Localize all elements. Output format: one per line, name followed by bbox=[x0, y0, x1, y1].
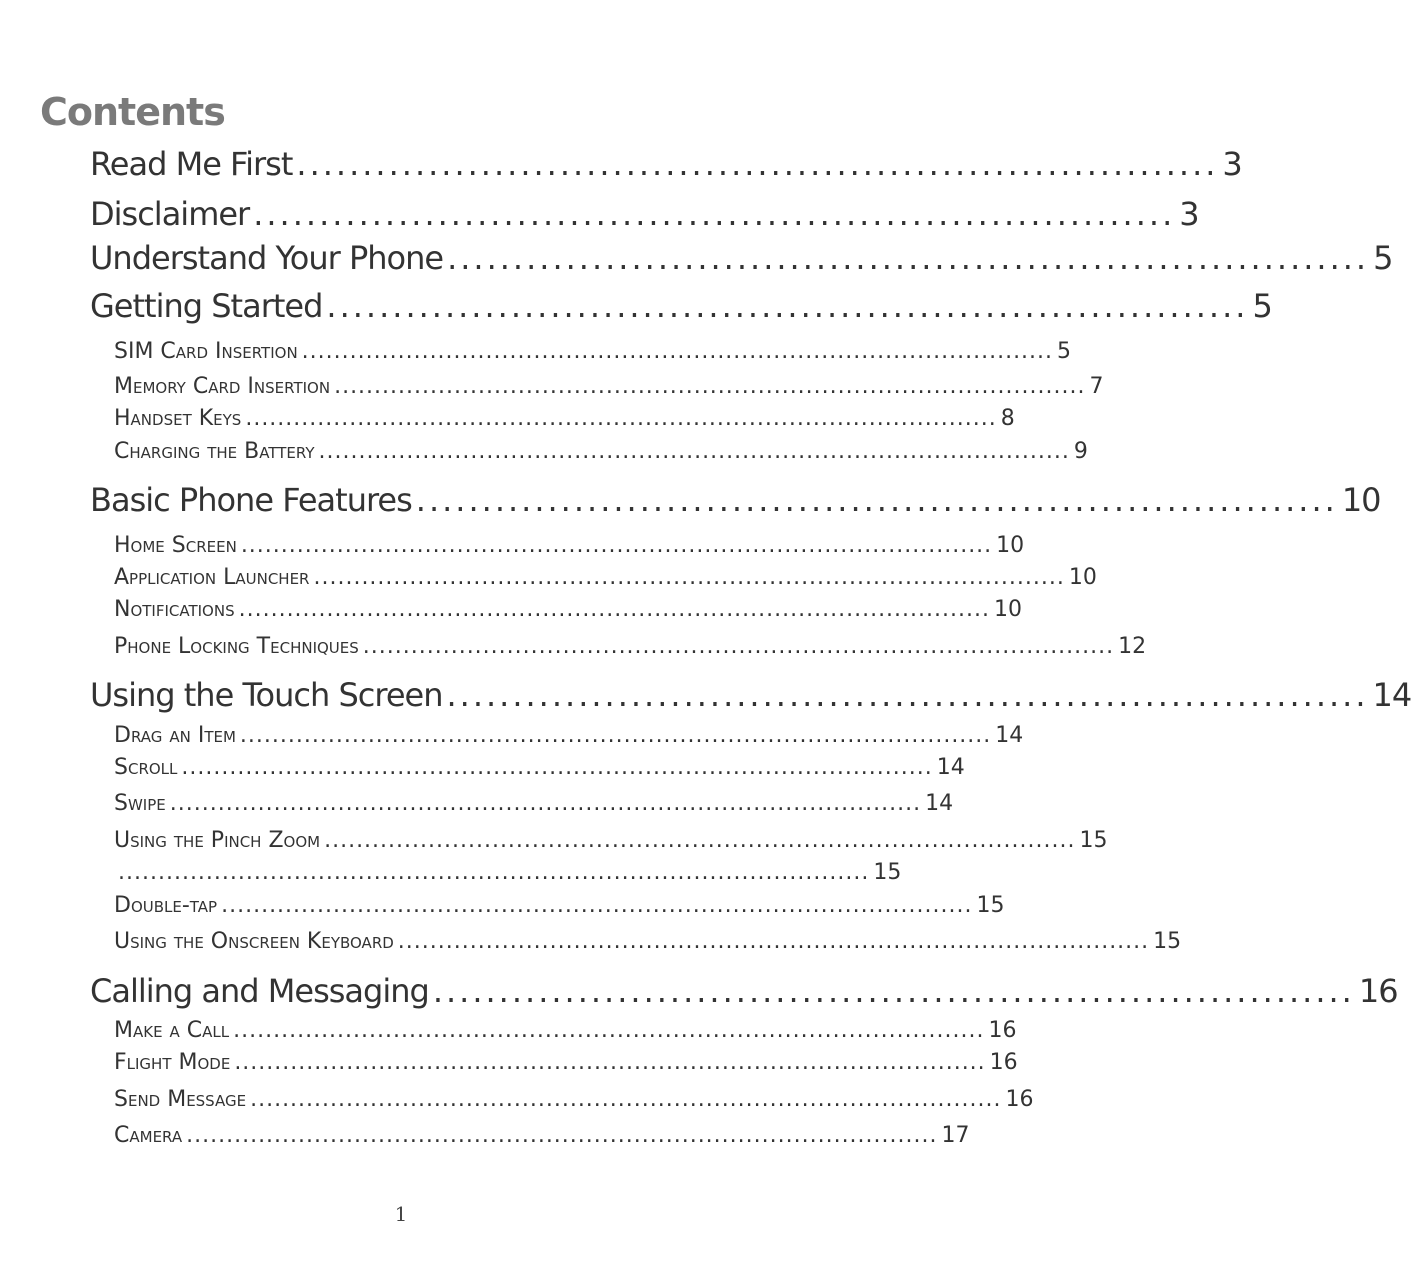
toc-entry-page: 15 bbox=[1079, 828, 1108, 853]
toc-entry-label: Using the Onscreen Keyboard bbox=[114, 929, 394, 954]
dot-leader: .............................................................................................. bbox=[234, 1050, 986, 1075]
toc-entry-page: 16 bbox=[989, 1050, 1018, 1075]
toc-entry-label: Charging the Battery bbox=[114, 439, 315, 464]
toc-entry-page: 16 bbox=[1005, 1087, 1034, 1112]
toc-entry-page: 10 bbox=[1341, 481, 1381, 519]
toc-entry-label: Read Me First bbox=[90, 145, 293, 183]
toc-entry-sim-card-insertion[interactable] bbox=[114, 339, 1072, 364]
dot-leader: .............................................................................................. bbox=[362, 634, 1115, 659]
toc-entry-label: Make a Call bbox=[114, 1018, 230, 1043]
toc-entry-label: Double-tap bbox=[114, 893, 218, 918]
dot-leader: .............................................................................................. bbox=[118, 860, 870, 885]
dot-leader: .............................................................................................. bbox=[239, 723, 992, 748]
dot-leader: .............................................................................................. bbox=[245, 406, 997, 431]
toc-entry-camera[interactable] bbox=[114, 1123, 970, 1148]
toc-entry-label: Basic Phone Features bbox=[90, 481, 412, 519]
toc-entry-page: 15 bbox=[1153, 929, 1182, 954]
toc-entry-label: Handset Keys bbox=[114, 406, 242, 431]
dot-leader: ...................................................................... bbox=[296, 145, 1219, 183]
toc-entry-disclaimer[interactable] bbox=[90, 195, 1199, 233]
toc-entry-scroll[interactable] bbox=[114, 755, 965, 780]
toc-entry-page: 8 bbox=[1000, 406, 1015, 431]
toc-entry-page: 3 bbox=[1179, 195, 1199, 233]
toc-entry-handset-keys[interactable] bbox=[114, 406, 1015, 431]
toc-entry-page: 16 bbox=[1358, 972, 1398, 1010]
toc-entry-label: Drag an Item bbox=[114, 723, 236, 748]
toc-entry-page: 14 bbox=[1372, 676, 1411, 714]
toc-entry-label: Using the Pinch Zoom bbox=[114, 828, 321, 853]
toc-entry-label: Using the Touch Screen bbox=[90, 676, 443, 714]
toc-entry-label: Scroll bbox=[114, 755, 178, 780]
toc-entry-using-the-onscreen-keyboard[interactable] bbox=[114, 929, 1182, 954]
toc-entry-swipe[interactable] bbox=[114, 791, 954, 816]
toc-entry-label: Disclaimer bbox=[90, 195, 250, 233]
dot-leader: ...................................................................... bbox=[326, 287, 1249, 325]
toc-entry-label: Home Screen bbox=[114, 533, 237, 558]
page-title: Contents bbox=[40, 90, 225, 134]
toc-entry-page: 9 bbox=[1073, 439, 1088, 464]
toc-entry-label: Notifications bbox=[114, 597, 235, 622]
toc-entry-page: 15 bbox=[873, 860, 902, 885]
dot-leader: .............................................................................................. bbox=[240, 533, 993, 558]
toc-entry-memory-card-insertion[interactable] bbox=[114, 374, 1104, 399]
dot-leader: .............................................................................................. bbox=[301, 339, 1054, 364]
toc-entry-understand-your-phone[interactable] bbox=[90, 239, 1393, 277]
toc-entry-label: Flight Mode bbox=[114, 1050, 231, 1075]
dot-leader: ...................................................................... bbox=[446, 676, 1369, 714]
dot-leader: .............................................................................................. bbox=[221, 893, 973, 918]
toc-entry-flight-mode[interactable] bbox=[114, 1050, 1018, 1075]
dot-leader: .............................................................................................. bbox=[313, 565, 1065, 590]
toc-entry-using-the-pinch-zoom[interactable] bbox=[114, 828, 1108, 853]
dot-leader: .............................................................................................. bbox=[318, 439, 1070, 464]
toc-entry-phone-locking-techniques[interactable] bbox=[114, 634, 1147, 659]
toc-entry-label: SIM Card Insertion bbox=[114, 339, 298, 364]
toc-entry-notifications[interactable] bbox=[114, 597, 1022, 622]
toc-entry-make-a-call[interactable] bbox=[114, 1018, 1017, 1043]
toc-entry-page: 7 bbox=[1089, 374, 1104, 399]
dot-leader: ...................................................................... bbox=[253, 195, 1176, 233]
toc-entry-using-the-touch-screen[interactable] bbox=[90, 676, 1411, 714]
toc-entry-label: Memory Card Insertion bbox=[114, 374, 331, 399]
toc-entry-label: Application Launcher bbox=[114, 565, 310, 590]
toc-entry-page: 14 bbox=[936, 755, 965, 780]
toc-entry-page: 14 bbox=[995, 723, 1024, 748]
dot-leader: .............................................................................................. bbox=[169, 791, 922, 816]
toc-entry-getting-started[interactable] bbox=[90, 287, 1272, 325]
toc-entry-home-screen[interactable] bbox=[114, 533, 1025, 558]
toc-entry-page: 3 bbox=[1222, 145, 1242, 183]
toc-entry-label: Camera bbox=[114, 1123, 183, 1148]
toc-entry-label: Swipe bbox=[114, 791, 166, 816]
toc-entry-unlabeled[interactable] bbox=[114, 860, 902, 885]
toc-entry-double-tap[interactable] bbox=[114, 893, 1005, 918]
toc-entry-page: 10 bbox=[996, 533, 1025, 558]
toc-entry-read-me-first[interactable] bbox=[90, 145, 1242, 183]
toc-entry-drag-an-item[interactable] bbox=[114, 723, 1024, 748]
dot-leader: ...................................................................... bbox=[447, 239, 1370, 277]
page-number: 1 bbox=[394, 1202, 408, 1226]
toc-entry-page: 10 bbox=[1068, 565, 1097, 590]
toc-entry-page: 15 bbox=[976, 893, 1005, 918]
dot-leader: .............................................................................................. bbox=[238, 597, 990, 622]
toc-entry-application-launcher[interactable] bbox=[114, 565, 1097, 590]
dot-leader: ...................................................................... bbox=[432, 972, 1355, 1010]
dot-leader: .............................................................................................. bbox=[397, 929, 1150, 954]
dot-leader: .............................................................................................. bbox=[233, 1018, 985, 1043]
toc-entry-label: Send Message bbox=[114, 1087, 247, 1112]
toc-entry-page: 16 bbox=[988, 1018, 1017, 1043]
toc-entry-label: Calling and Messaging bbox=[90, 972, 429, 1010]
toc-entry-charging-the-battery[interactable] bbox=[114, 439, 1088, 464]
toc-entry-label: Phone Locking Techniques bbox=[114, 634, 359, 659]
dot-leader: .............................................................................................. bbox=[250, 1087, 1002, 1112]
toc-entry-page: 10 bbox=[993, 597, 1022, 622]
toc-entry-label: Getting Started bbox=[90, 287, 323, 325]
toc-entry-basic-phone-features[interactable] bbox=[90, 481, 1381, 519]
dot-leader: .............................................................................................. bbox=[186, 1123, 938, 1148]
dot-leader: .............................................................................................. bbox=[181, 755, 933, 780]
toc-entry-page: 5 bbox=[1373, 239, 1393, 277]
dot-leader: .............................................................................................. bbox=[324, 828, 1076, 853]
toc-entry-send-message[interactable] bbox=[114, 1087, 1034, 1112]
dot-leader: ...................................................................... bbox=[415, 481, 1338, 519]
toc-entry-label: Understand Your Phone bbox=[90, 239, 444, 277]
toc-entry-page: 12 bbox=[1118, 634, 1147, 659]
dot-leader: .............................................................................................. bbox=[334, 374, 1086, 399]
toc-entry-page: 5 bbox=[1252, 287, 1272, 325]
toc-entry-page: 17 bbox=[941, 1123, 970, 1148]
toc-entry-page: 14 bbox=[925, 791, 954, 816]
toc-entry-page: 5 bbox=[1057, 339, 1072, 364]
toc-entry-calling-and-messaging[interactable] bbox=[90, 972, 1398, 1010]
